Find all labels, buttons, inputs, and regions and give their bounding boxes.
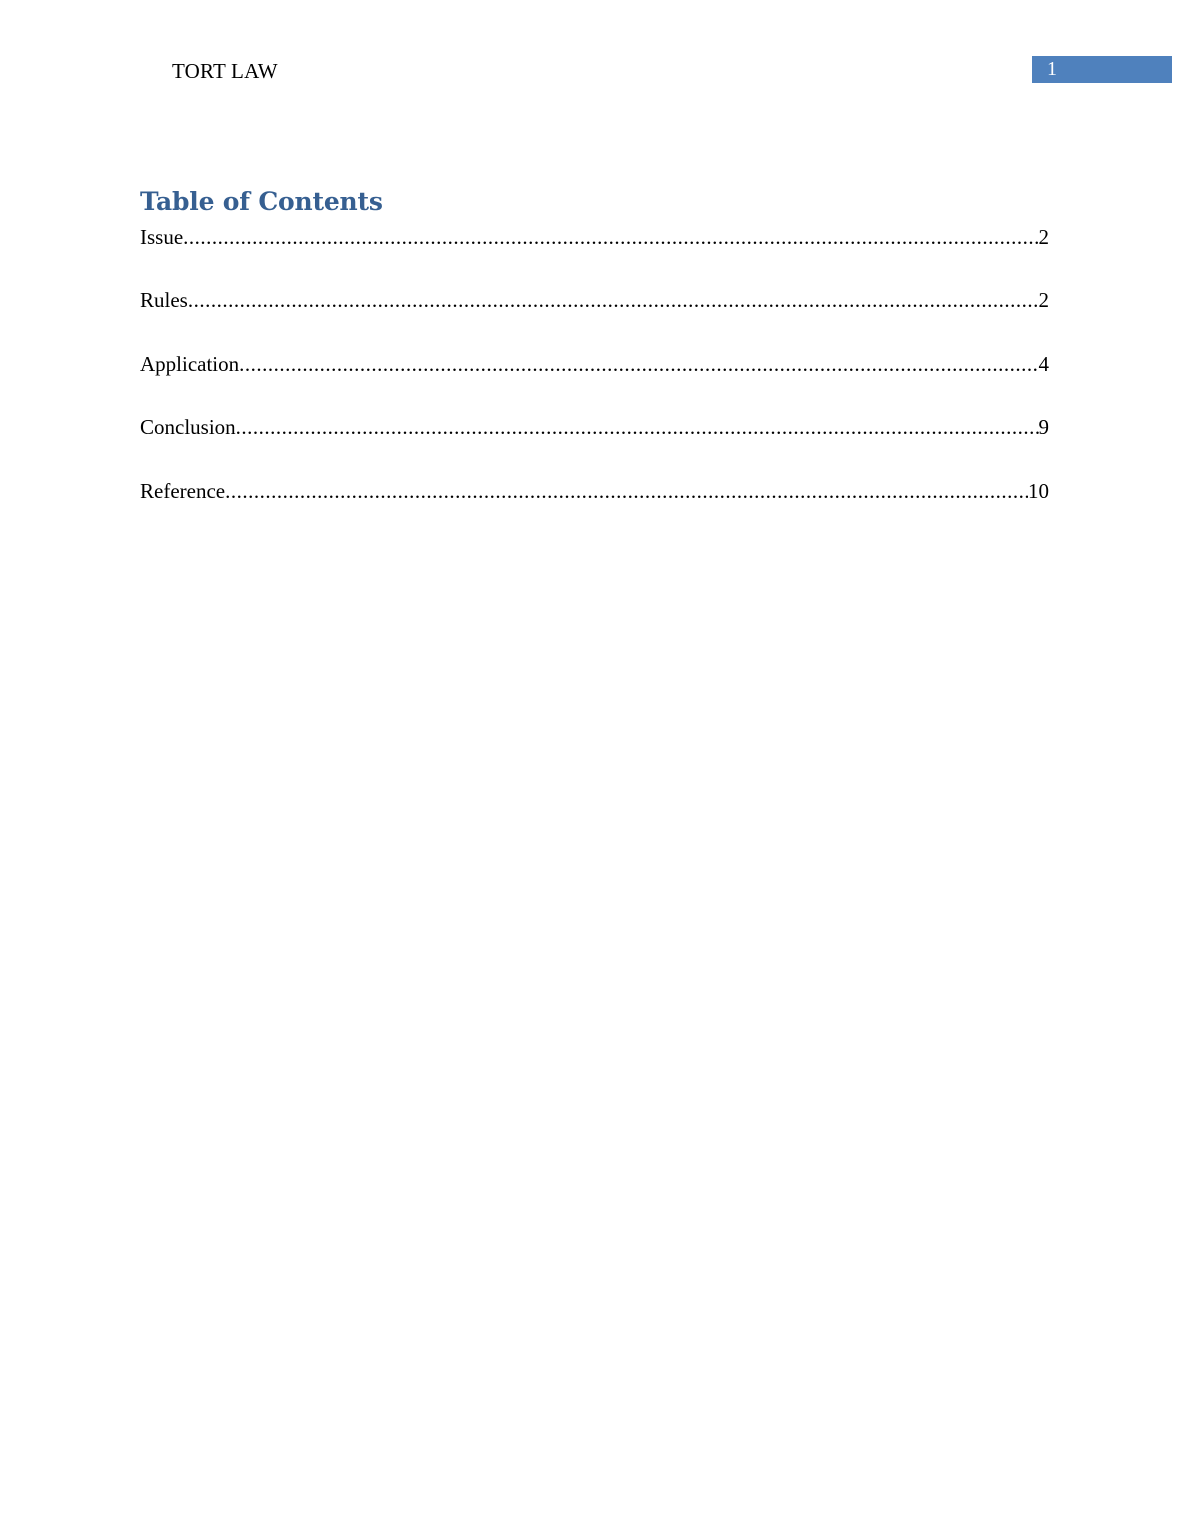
- toc-entry-label: Reference: [140, 478, 226, 503]
- toc-entry-application[interactable]: [140, 349, 1049, 412]
- toc-entry-page: 10: [1028, 478, 1049, 503]
- page-number: 1: [1047, 58, 1057, 80]
- toc-heading: Table of Contents: [140, 187, 383, 216]
- toc-dot-leader: [239, 349, 1038, 379]
- page-number-badge: [1032, 56, 1172, 83]
- toc-entry-label: Rules: [140, 288, 188, 313]
- toc-entry-reference[interactable]: [140, 476, 1049, 539]
- toc-entry-conclusion[interactable]: [140, 412, 1049, 475]
- toc-entry-rules[interactable]: [140, 285, 1049, 348]
- toc-entry-page: 2: [1038, 288, 1049, 313]
- toc-entry-page: 4: [1038, 351, 1049, 376]
- toc-dot-leader: [188, 285, 1039, 315]
- toc-dot-leader: [225, 476, 1028, 506]
- header-title: TORT LAW: [172, 59, 278, 83]
- toc-entry-page: 2: [1038, 225, 1049, 249]
- toc-dot-leader: [183, 222, 1038, 252]
- toc-entry-label: Conclusion: [140, 415, 236, 440]
- toc-entry-page: 9: [1038, 415, 1049, 440]
- toc-entry-label: Application: [140, 351, 240, 376]
- toc-dot-leader: [236, 412, 1039, 442]
- toc-entry-issue[interactable]: [140, 222, 1049, 285]
- toc-entry-label: Issue: [140, 225, 184, 249]
- toc-list: [140, 222, 1049, 539]
